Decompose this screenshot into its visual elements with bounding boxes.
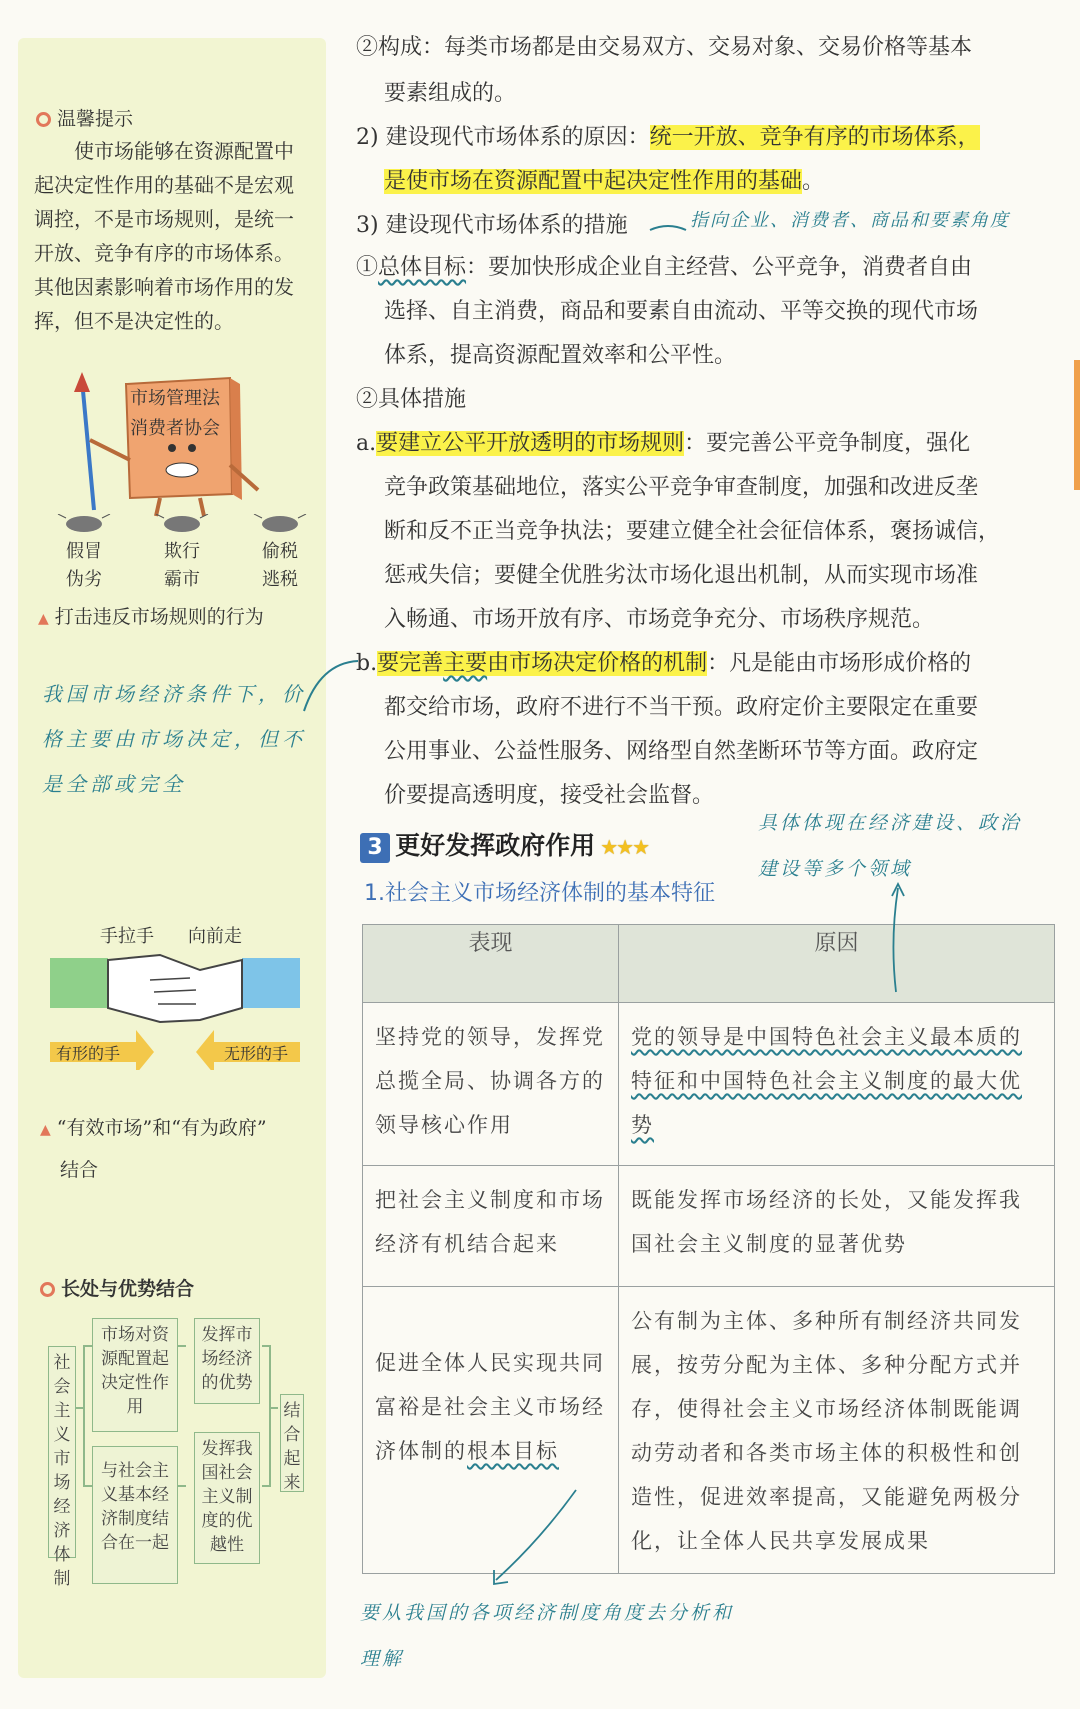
reason-highlight-2: 是使市场在资源配置中起决定性作用的基础 bbox=[384, 169, 803, 194]
bug-icon bbox=[154, 514, 210, 534]
note-arrows bbox=[480, 880, 940, 1620]
measure-a-line1 bbox=[356, 426, 970, 457]
table-cell: 既能发挥市场经济的长处，又能发挥我国社会主义制度的显著优势 bbox=[619, 1166, 1055, 1287]
bug-icon bbox=[252, 514, 308, 534]
bug-label: 偷税逃税 bbox=[262, 541, 298, 590]
measure-a-rest: ：要完善公平竞争制度，强化 bbox=[684, 431, 971, 456]
bug-bully bbox=[152, 514, 212, 594]
measure-b-highlight-a: 要完善 bbox=[377, 651, 444, 676]
reason-highlight-1: 统一开放、竞争有序的市场体系， bbox=[649, 125, 980, 150]
bullet-circle-icon bbox=[40, 1282, 55, 1297]
tip-text: 使市场能够在资源配置中起决定性作用的基础不是宏观调控，不是市场规则，是统一开放、竞争有序的市场体系。其他因素影响着市场作用的发挥，但不是决定性的。 bbox=[34, 139, 294, 333]
measure-b-highlight-wavy: 主要 bbox=[443, 651, 488, 676]
bug-icon bbox=[56, 514, 112, 534]
measure-a-line3: 断和反不正当竞争执法；要建立健全社会征信体系，褒扬诚信， bbox=[384, 519, 1001, 544]
visible-hand-label: 有形的手 bbox=[56, 1044, 121, 1063]
measure-b-prefix: b. bbox=[356, 651, 378, 676]
diagram-box-market-decisive: 市场对资源配置起决定性作用 bbox=[92, 1318, 178, 1432]
goal-line3: 体系，提高资源配置效率和公平性。 bbox=[384, 343, 737, 368]
composition-line2: 要素组成的。 bbox=[384, 81, 517, 106]
book-label-line1: 市场管理法 bbox=[130, 388, 220, 409]
caption-violations bbox=[38, 602, 264, 629]
diagram-box-combine: 结合起来 bbox=[280, 1394, 304, 1492]
bullet-circle-icon bbox=[36, 112, 51, 127]
goal-label: 总体目标 bbox=[378, 255, 467, 280]
triangle-icon: ▲ bbox=[40, 1122, 51, 1138]
goal-line1 bbox=[356, 250, 972, 281]
measure-a-line2: 竞争政策基础地位，落实公平竞争审查制度，加强和改进反垄 bbox=[384, 475, 979, 500]
handwritten-note-section bbox=[758, 800, 1022, 892]
triangle-icon: ▲ bbox=[38, 611, 49, 627]
table-cell-underlined-text: 根本目标 bbox=[467, 1439, 559, 1463]
tip-title: 温馨提示 bbox=[57, 108, 134, 130]
page-edge-tab bbox=[1074, 360, 1080, 490]
handwritten-note-bottom bbox=[360, 1590, 734, 1682]
table-header-cell: 表现 bbox=[363, 925, 619, 1003]
goal-prefix: ① bbox=[356, 255, 379, 280]
bottom-note-line1: 要从我国的各项经济制度角度去分析和 bbox=[360, 1602, 735, 1624]
section-note-line2: 建设等多个领域 bbox=[758, 858, 913, 880]
goal-line2: 选择、自主消费，商品和要素自由流动、平等交换的现代市场 bbox=[384, 299, 979, 324]
measure-a-line5: 入畅通、市场开放有序、市场竞争充分、市场秩序规范。 bbox=[384, 607, 935, 632]
bottom-note-line2: 理解 bbox=[360, 1648, 405, 1670]
section-title: 更好发挥政府作用 bbox=[395, 831, 596, 860]
measure-b-line3: 公用事业、公益性服务、网络型自然垄断环节等方面。政府定 bbox=[384, 739, 979, 764]
bug-tax bbox=[250, 514, 310, 594]
bug-label: 欺行霸市 bbox=[164, 541, 200, 590]
reason-line1 bbox=[356, 120, 980, 151]
subheading: 1.社会主义市场经济体制的基本特征 bbox=[364, 881, 715, 906]
book-label-line2: 消费者协会 bbox=[130, 418, 220, 439]
section-number-badge: 3 bbox=[360, 833, 390, 863]
note-connector-arrow bbox=[300, 655, 362, 715]
reason-line2 bbox=[384, 164, 824, 195]
caption-line1: “有效市场”和“有为政府” bbox=[56, 1117, 267, 1139]
measure-a-highlight: 要建立公平开放透明的市场规则 bbox=[376, 431, 685, 456]
tip-heading bbox=[36, 104, 133, 131]
measure-b-line4: 价要提高透明度，接受社会监督。 bbox=[384, 783, 715, 808]
table-header-cell: 原因 bbox=[619, 925, 1055, 1003]
composition-line1: ②构成：每类市场都是由交易双方、交易对象、交易价格等基本 bbox=[356, 35, 973, 60]
table-cell: 坚持党的领导，发挥党总揽全局、协调各方的领导核心作用 bbox=[363, 1003, 619, 1166]
handwritten-note-measures: 指向企业、消费者、商品和要素角度 bbox=[690, 210, 1010, 231]
reason-end: 。 bbox=[802, 169, 825, 194]
table-cell-underlined: 党的领导是中国特色社会主义最本质的特征和中国特色社会主义制度的最大优势 bbox=[619, 1003, 1055, 1166]
bug-fake bbox=[54, 514, 114, 594]
invisible-hand-label: 无形的手 bbox=[224, 1044, 289, 1063]
caption-market-government bbox=[40, 1108, 267, 1190]
violations-row bbox=[54, 514, 310, 594]
caption-line2: 结合 bbox=[60, 1159, 99, 1181]
section2-title: 长处与优势结合 bbox=[61, 1278, 195, 1300]
measure-a-prefix: a. bbox=[356, 431, 377, 456]
diagram-box-system-superiority: 发挥我国社会主义制度的优越性 bbox=[194, 1432, 260, 1564]
section-note-line1: 具体体现在经济建设、政治 bbox=[758, 812, 1023, 834]
table-cell: 公有制为主体、多种所有制经济共同发展，按劳分配为主体、多种分配方式并存，使得社会主义市场经济体制既能调动劳动者和各类市场主体的积极性和创造性，促进效率提高，又能避免两极分化，让全体人民共享发展成果 bbox=[619, 1287, 1055, 1574]
table-cell: 把社会主义制度和市场经济有机结合起来 bbox=[363, 1166, 619, 1287]
section2-heading bbox=[40, 1274, 194, 1301]
diagram-box-basic-system: 与社会主义基本经济制度结合在一起 bbox=[92, 1446, 178, 1584]
diagram-connectors bbox=[46, 1316, 316, 1576]
diagram-box-socialist-market: 社会主义市场经济体制 bbox=[48, 1346, 76, 1558]
reason-prefix: 2) 建设现代市场体系的原因： bbox=[356, 125, 650, 150]
goal-text: ：要加快形成企业自主经营、公平竞争，消费者自由 bbox=[466, 255, 973, 280]
handshake-label-right: 向前走 bbox=[188, 926, 242, 947]
measures-title: 3) 建设现代市场体系的措施 bbox=[356, 213, 628, 238]
diagram-box-market-advantage: 发挥市场经济的优势 bbox=[194, 1318, 260, 1404]
caption-text: 打击违反市场规则的行为 bbox=[54, 606, 264, 628]
specific-title: ②具体措施 bbox=[356, 387, 467, 412]
measure-b-rest: ：凡是能由市场形成价格的 bbox=[707, 651, 972, 676]
handshake-label-left: 手拉手 bbox=[100, 926, 154, 947]
section-heading bbox=[360, 826, 648, 863]
table-cell-text: 促进全体人民实现共同富裕是社会主义市场经济体制的 bbox=[375, 1351, 605, 1463]
measure-b-line2: 都交给市场，政府不进行不当干预。政府定价主要限定在重要 bbox=[384, 695, 979, 720]
bug-label: 假冒伪劣 bbox=[66, 541, 102, 590]
measure-b-highlight-b: 由市场决定价格的机制 bbox=[487, 651, 708, 676]
measure-b-line1 bbox=[356, 646, 971, 677]
arrow-curve-icon bbox=[648, 222, 688, 234]
measure-a-line4: 惩戒失信；要健全优胜劣汰市场化退出机制，从而实现市场准 bbox=[384, 563, 979, 588]
star-rating-icon: ★★★ bbox=[600, 835, 648, 859]
handwritten-note-price: 我国市场经济条件下，价格主要由市场决定，但不是全部或完全 bbox=[42, 682, 306, 796]
book-label bbox=[130, 384, 220, 444]
